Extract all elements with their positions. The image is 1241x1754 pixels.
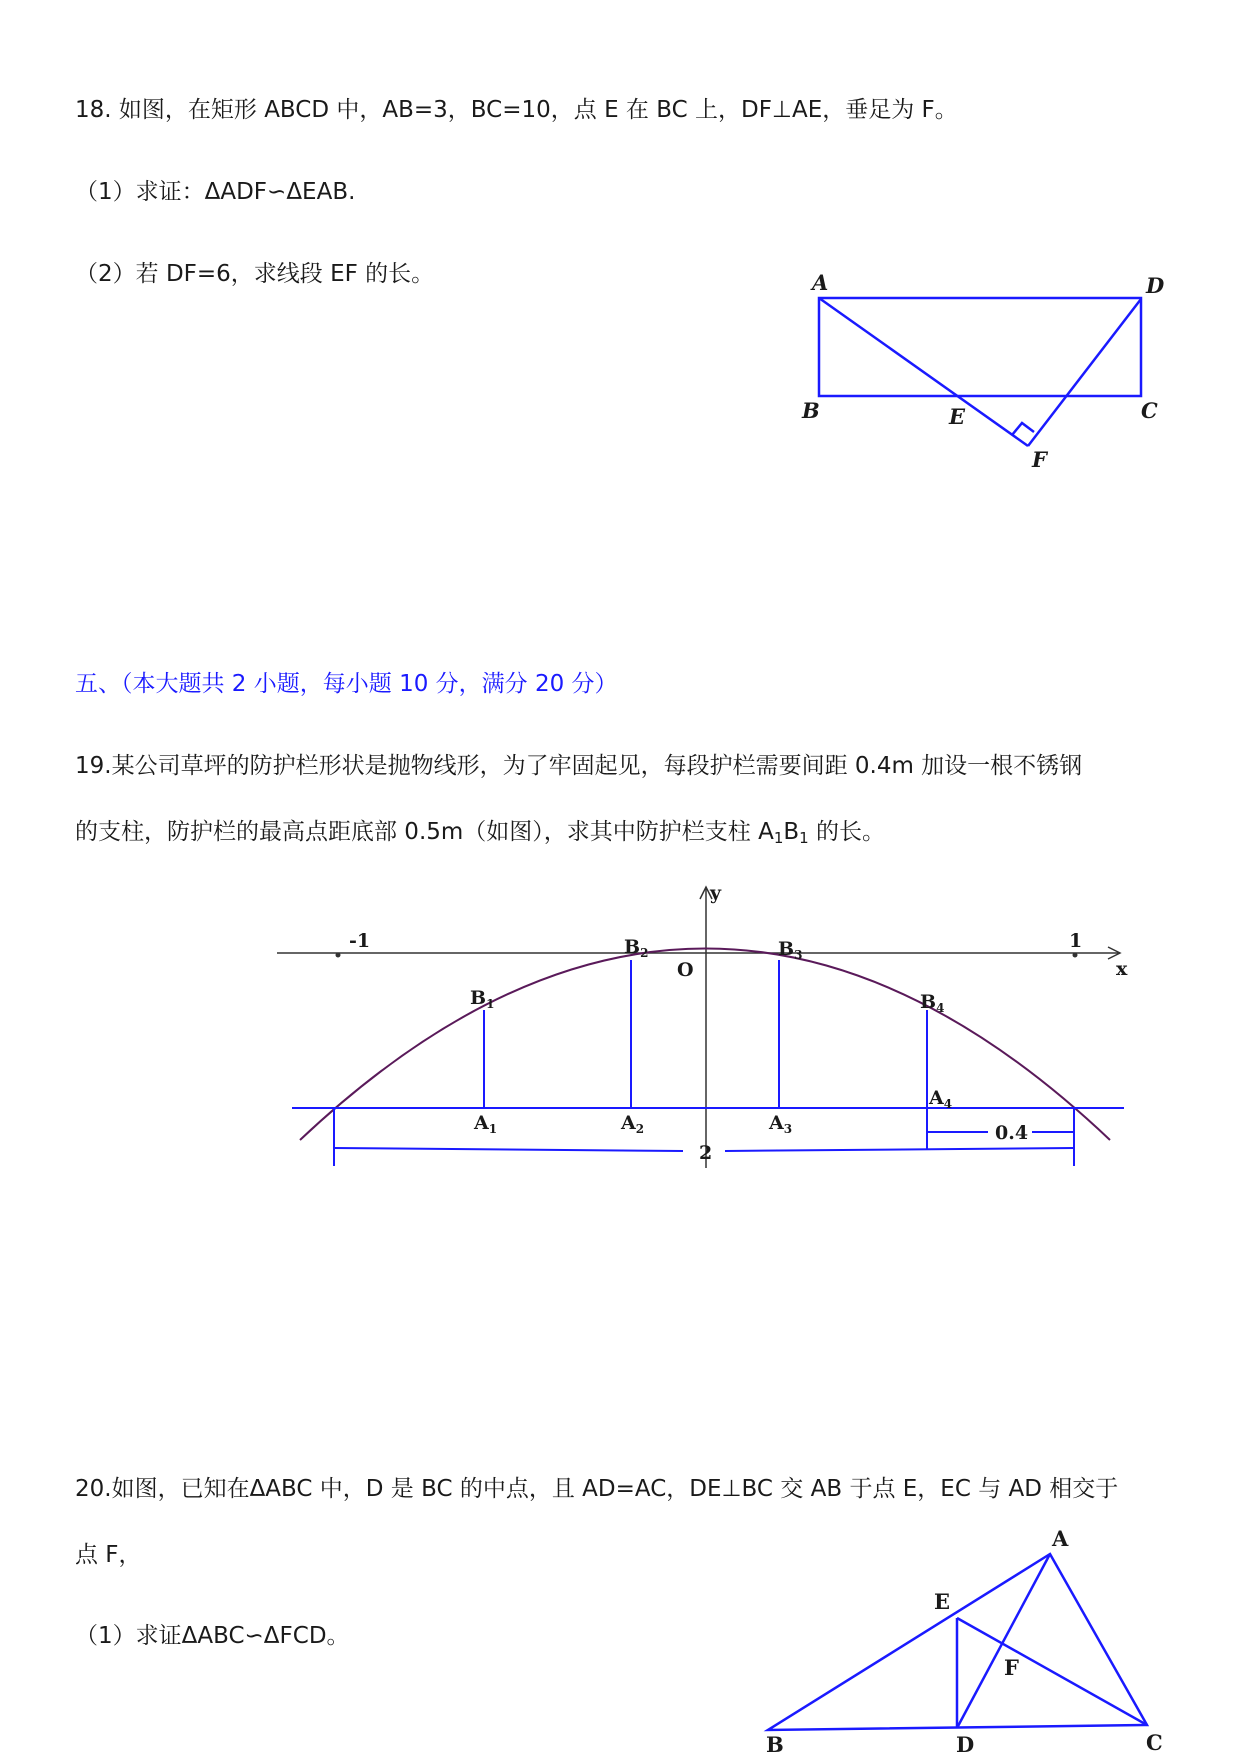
label-one: 1 — [1069, 930, 1083, 952]
label-b2: $B_2$ — [624, 936, 649, 960]
label-a4: $A_4$ — [929, 1087, 953, 1111]
segment-ec — [957, 1618, 1147, 1725]
label-spacing: 0.4 — [995, 1122, 1029, 1144]
label-b: B — [766, 1732, 784, 1754]
section-heading: 五、（本大题共 2 小题，每小题 10 分，满分 20 分） — [75, 671, 618, 697]
label-b: B — [802, 398, 820, 423]
label-b1: $B_1$ — [470, 987, 495, 1011]
q20-line1: 20.如图，已知在ΔABC 中，D 是 BC 的中点，且 AD=AC，DE⊥BC 交 AB 于点 E，EC 与 AD 相交于 — [75, 1476, 1119, 1502]
label-origin: O — [677, 959, 694, 981]
q19-line2: 的支柱，防护栏的最高点距底部 0.5m（如图），求其中防护栏支柱 $A_1B_1$ 的长。 — [75, 819, 886, 847]
label-f: F — [1032, 447, 1047, 472]
label-b4: $B_4$ — [920, 991, 945, 1015]
q19-line1: 19.某公司草坪的防护栏形状是抛物线形，为了牢固起见，每段护栏需要间距 0.4m 加设一根不锈钢 — [75, 753, 1083, 779]
label-d: D — [956, 1732, 975, 1754]
label-a3: $A_3$ — [769, 1112, 793, 1136]
q20-part1: （1）求证ΔABC∽ΔFCD。 — [75, 1623, 350, 1649]
label-b3: $B_3$ — [778, 938, 803, 962]
label-c: C — [1146, 1730, 1163, 1754]
label-e: E — [949, 404, 966, 429]
q18-part1: （1）求证：ΔADF∽ΔEAB. — [75, 179, 356, 205]
label-a: A — [812, 270, 829, 295]
label-a: A — [1052, 1526, 1069, 1551]
q20-line2: 点 F， — [75, 1542, 142, 1568]
label-neg-one: -1 — [349, 930, 371, 952]
segment-ad — [957, 1554, 1050, 1728]
label-x: x — [1116, 958, 1128, 980]
label-c: C — [1141, 398, 1158, 423]
label-d: D — [1146, 273, 1165, 298]
label-a2: $A_2$ — [621, 1112, 645, 1136]
label-width: 2 — [699, 1142, 713, 1164]
label-y: y — [710, 882, 722, 904]
label-f: F — [1004, 1655, 1019, 1680]
label-e: E — [934, 1589, 951, 1614]
label-a1: $A_1$ — [474, 1112, 498, 1136]
q18-part2: （2）若 DF=6，求线段 EF 的长。 — [75, 261, 435, 287]
q18-stem: 18. 如图，在矩形 ABCD 中，AB=3，BC=10，点 E 在 BC 上，DF⊥AE，垂足为 F。 — [75, 97, 958, 123]
